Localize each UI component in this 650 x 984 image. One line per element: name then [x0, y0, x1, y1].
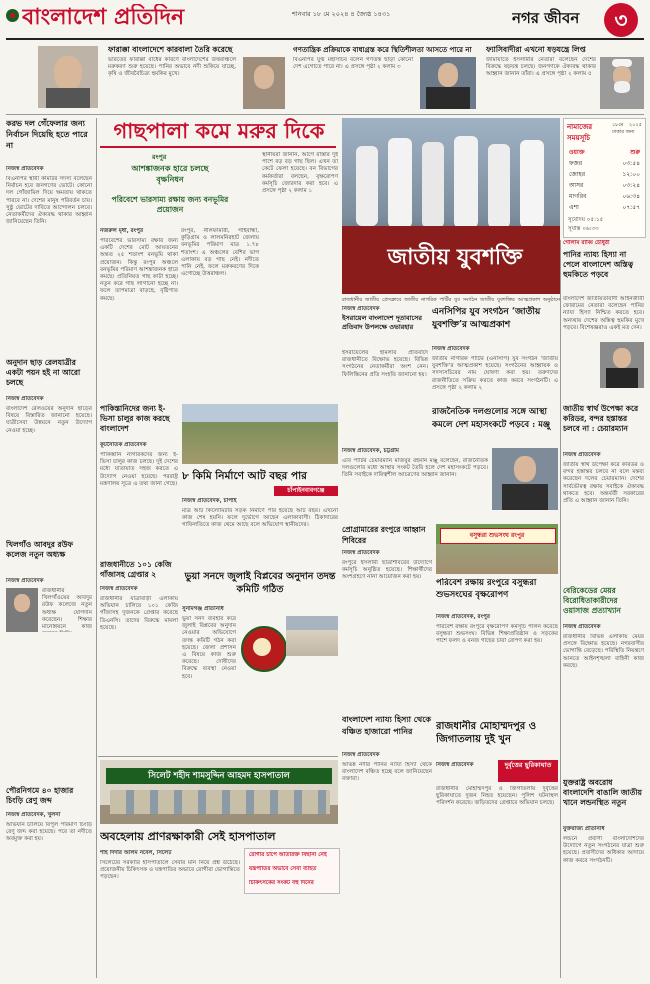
khilgaon-body: রাজধানীর খিলগাঁওয়ের আবদুর রউফ কলেজে নতুন অধ্যক্ষ যোগদান করেছেন। শিক্ষার মানোন্নয়নে কাজ: [42, 588, 92, 631]
road-byline: নিজস্ব প্রতিবেদক, চাঁপাই: [182, 498, 237, 504]
prayer-row: [568, 191, 641, 202]
hospital-bullet: রোগীর চাপে অতিরিক্ত বিছানা নেই: [249, 852, 327, 858]
politician-photo: [420, 57, 476, 109]
fascist-headline: ফ্যাসিবাদীরা এখনো ষড়যন্ত্রে লিপ্ত: [486, 45, 586, 54]
uk-body: লন্ডনে প্রবাসী বাংলাদেশিদের উদ্যোগে নতুন সংগঠনের যাত্রা শুরু হয়েছে। প্রবাসীদের অধিকার আদায়ে কাজ করবে সংগঠনটি।: [563, 836, 644, 864]
youth-body: জাতীয় নাগরিক পার্টির (এনসিপি) যুব সংগঠন ‘জাতীয় যুবশক্তি’র আত্মপ্রকাশ হয়েছে। সংগঠনের আহ্বায়ক ও সদস্যসচিবের নাম ঘোষণা করা হয়। তরুণদের রাজনীতিতে সক্রিয় করতে কাজ করবে সংগঠনটি। এ প্রসঙ্গে পৃষ্ঠা ২ কলাম ২: [432, 356, 558, 391]
hospital-sign: সিলেট শহীদ শামসুদ্দিন আহমদ হাসপাতাল: [148, 771, 290, 781]
murder-body: রাজধানীর মোহাম্মদপুর ও জিগাতলায় দুর্বৃত্তের ছুরিকাঘাতে দুজন নিহত হয়েছেন। পুলিশ ঘটনাস্থল পরিদর্শন করেছে। জড়িতদের গ্রেপ্তারে অভিযান চলছে।: [436, 786, 558, 807]
youth-byline: নিজস্ব প্রতিবেদক: [432, 346, 470, 352]
prayer-time: ০৭:৫৭: [622, 204, 640, 211]
prayer-row: [568, 202, 641, 213]
ablative-body: রাজধানীর বিভিন্ন এলাকায় মেয়র প্রসঙ্গে বিক্ষোভ হয়েছে। নগরবাসীর ভোগান্তি বেড়েছে। পরিস্থিতি নিয়ন্ত্রণে আনতে আইনশৃঙ্খলা বাহিনী কাজ করছে।: [563, 634, 644, 669]
page-number: ৩: [614, 8, 628, 32]
israel-body: ইসরায়েলের হামলার প্রতিবাদে রাজধানীতে বিক্ষোভ হয়েছে। বিভিন্ন সংগঠনের নেতাকর্মীরা অংশ নেন। ফিলিস্তিনের প্রতি সংহতি জানানো হয়।: [342, 350, 428, 378]
water-byline: নিজস্ব প্রতিবেদক: [342, 752, 380, 758]
main-col-1: পরিবেশের ভারসাম্য রক্ষার জন্য একটি দেশের মোট আয়তনের অন্তত ২৫ শতাংশ বনভূমি থাকা প্রয়োজন। কিন্তু রংপুর অঞ্চলে বনভূমির পরিমাণ আশঙ্কাজনক হারে কমছে। প্রতিনিয়ত গাছ কাটা হচ্ছে। নতুন করে গাছ লাগানো হচ্ছে না। ফলে তাপমাত্রা বাড়ছে, বৃষ্টিপাত কমছে।: [100, 238, 178, 302]
right-column-rule: [560, 240, 561, 978]
water-body: অভিন্ন নদীর পানির ন্যায্য হিস্যা থেকে বাংলাদেশ বঞ্চিত হচ্ছে বলে জানিয়েছেন বক্তারা।: [342, 762, 432, 783]
tree-plant-banner: বসুন্ধরা শুভসংঘ রংপুর: [469, 532, 525, 539]
politics-body: এবি পার্টির চেয়ারম্যান মজিবুর রহমান মঞ্জু বলেছেন, রাজনৈতিক দলগুলোর মধ্যে আস্থার সংকট তৈরি হলে দেশ মহাসংকটে পড়বে। তিনি সবাইকে দায়িত্বশীল আচরণের আহ্বান জানান।: [342, 458, 488, 479]
road-tag: চাঁপাইনবাবগঞ্জে: [274, 486, 338, 496]
masthead-date: শনিবার ১৮ মে ২০২৪ ৪ জ্যৈষ্ঠ ১৪৩১: [292, 11, 391, 18]
office-building-photo: [286, 616, 338, 656]
section-title: নগর জীবন: [512, 9, 580, 27]
manju-photo: [492, 448, 558, 510]
top-strip-divider: [6, 114, 644, 115]
main-headline-underline: [100, 146, 336, 148]
kurund-byline: নিজস্ব প্রতিবেদক: [6, 166, 44, 172]
prayer-name: ফজর: [569, 160, 583, 167]
hospital-body-cont: [244, 896, 338, 978]
fake-cert-body-cont: [241, 672, 338, 752]
wasa-body: অভিযান চালিয়ে বিপুল পরিমাণ চিংড়ি রেণু জব্দ করা হয়েছে। পরে তা নদীতে অবমুক্ত করা হয়।: [6, 822, 92, 843]
main-byline: নজরুল মৃধা, রংপুর: [100, 228, 144, 234]
hospital-body: সিলেটের সরকারি হাসপাতালে সেবার মান নিয়ে প্রশ্ন উঠেছে। প্রয়োজনীয় চিকিৎসক ও যন্ত্রপাতির অভাবে রোগীরা ভোগান্তিতে পড়ছেন।: [100, 860, 240, 881]
prayer-time: ০৬:৩৪: [622, 193, 640, 200]
rajuk-byline: নিজস্ব প্রতিবেদক: [100, 586, 138, 592]
politics-headline: রাজনৈতিক দলগুলোর সঙ্গে আস্থা কমলে দেশ মহাসংকটে পড়বে : মঞ্জু: [432, 407, 551, 430]
prayer-row: [568, 180, 641, 191]
camp-headline: প্রোগ্রামারের রংপুরে আহ্বান শিবিরের: [342, 525, 426, 545]
fascist-body: জামায়াতে ইসলামীর নেতারা বলেছেন দেশের বিরুদ্ধে ষড়যন্ত্র চলছে। জনগণকে ঐক্যবদ্ধ থাকার আহ্বান জানান তাঁরা। এ প্রসঙ্গে পৃষ্ঠা ২ কলাম ৫: [486, 57, 596, 78]
main-subhead-2: পরিবেশে ভারসাম্য রক্ষায় জন্য বনভূমির প্রয়োজন: [111, 195, 229, 214]
tree-plant-headline: পরিবেশ রক্ষায় রংপুরে বসুন্ধরা শুভসংঘের বৃক্ষরোপণ: [436, 578, 537, 600]
prayer-name: জোহর: [569, 171, 585, 178]
main-headline: গাছপালা কমে মরুর দিকে: [113, 118, 325, 143]
woman-portrait-photo: [243, 57, 285, 109]
farakka-headline: ফারাক্কা বাংলাদেশে কারবালা তৈরি করেছে: [108, 45, 233, 54]
youth-headline: এনসিপির যুব সংগঠন ‘জাতীয় যুবশক্তি’র আত্মপ্রকাশ: [432, 307, 541, 330]
mid-left-divider: [98, 756, 338, 757]
pakistan-byline: কূটনৈতিক প্রতিবেদক: [100, 442, 147, 448]
murder-tag: দুর্বৃত্তের ছুরিকাঘাত: [498, 760, 558, 782]
politics-byline: নিজস্ব প্রতিবেদক, চট্টগ্রাম: [342, 448, 400, 454]
pakistan-headline: পাকিস্তানিদের জন্য ই-ভিসা চালুর কাজ করছে বাংলাদেশ: [100, 404, 170, 433]
kurund-headline: করভ দল গেঁফেলার জন্য নির্বাচন দিয়েছি হতে পারে না: [6, 118, 88, 150]
fake-cert-body: ভুয়া সনদ ব্যবহার করে জুলাই বিপ্লবের অনুদান নেওয়ার অভিযোগে তদন্ত কমিটি গঠন করা হয়েছে। জেলা প্রশাসন এ বিষয়ে কাজ শুরু করেছে। দোষীদের বিরুদ্ধে ব্যবস্থা নেওয়া হবে।: [182, 616, 236, 680]
prayer-name: মাগরিব: [569, 193, 587, 200]
cleric-photo: [600, 57, 644, 109]
main-region: রংপুর: [152, 153, 167, 161]
ablative-headline: বেরিকেডের মেয়র বিরোধিতাকারীদের ওয়াসাজ প্রত্যাখ্যান: [563, 586, 621, 615]
prayer-table: [568, 147, 641, 213]
fake-cert-byline: সুনামগঞ্জ প্রতিনিধি: [182, 606, 224, 612]
youth-banner: জাতীয় যুবশক্তি: [387, 244, 523, 270]
field-photo: [182, 404, 338, 464]
pakistan-body: পাকিস্তানি নাগরিকদের জন্য ই-ভিসা চালুর কাজ চলছে। দুই দেশের মধ্যে যাতায়াত সহজ করতে এ উদ্যোগ নেওয়া হয়েছে। পররাষ্ট্র মন্ত্রণালয় সূত্রে এ তথ্য জানা গেছে।: [100, 452, 178, 487]
khilgaon-body-cont: [6, 636, 92, 784]
israel-headline: ইসরায়েল বাংলাদেশ দূতাবাসের প্রতিবাদ উপলক্ষে ওভারহার: [342, 314, 423, 331]
democracy-headline: গণতান্ত্রিক প্রক্রিয়াকে বাধাগ্রস্ত করে স্থিতিশীলতা আসতে পারে না: [293, 45, 472, 54]
masthead-name: বাংলাদেশ প্রতিদিন: [22, 4, 185, 30]
camp-byline: নিজস্ব প্রতিবেদক: [342, 550, 380, 556]
prayer-times-box: [563, 118, 646, 238]
democracy-body: বিএনপির যুগ্ম মহাসচিব বলেন গণতন্ত্র ছাড়া কোনো দেশ এগোতে পারে না। এ প্রসঙ্গে পৃষ্ঠা ২ কলাম ৩: [293, 57, 413, 71]
main-subhead-1: আশঙ্কাজনক হারে চলছে বৃক্ষনিধন: [131, 163, 209, 184]
prayer-note: ১৮মে ২০২৫ ঢাকার জন্য: [612, 122, 642, 135]
prayer-time: ১২:০০: [622, 171, 640, 178]
hospital-bullet: যন্ত্রপাতির অভাবে সেবা ব্যাহত: [249, 866, 317, 872]
hospital-headline: অবহেলায় প্রাণরক্ষাকারী সেই হাসপাতাল: [100, 830, 276, 843]
farakka-body: ভারতের ফারাক্কা বাঁধের কারণে বাংলাদেশের উত্তরাঞ্চলে মরুকরণ শুরু হয়েছে। পানির অভাবে নদী শুকিয়ে যাচ্ছে, কৃষি ও জীববৈচিত্র্য হুমকির মুখে।: [108, 57, 236, 78]
uk-byline: যুক্তরাজ্য প্রতিনিধি: [563, 826, 605, 832]
seal-inner-icon: [253, 638, 271, 656]
prayer-name: এশা: [569, 204, 579, 211]
murder-headline: রাজধানীর মোহাম্মদপুর ও জিগাতলায় দুই খুন: [436, 721, 537, 745]
hospital-bullet: চিকিৎসকের সংকট বহু দিনের: [249, 880, 314, 886]
tree-plant-byline: নিজস্ব প্রতিবেদক, রংপুর: [436, 614, 490, 620]
youth-photo-caption: রাজধানীর জাতীয় প্রেসক্লাবে জাতীয় নাগরিক পার্টির যুব সংগঠন জাতীয় যুবশক্তির আত্মপ্রকাশ অনুষ্ঠানে: [342, 297, 560, 303]
water-right-headline: পানির ন্যায্য হিস্যা না পেলে বাংলাদেশ অস্তিত্ব হুমকিতে পড়বে: [563, 250, 634, 279]
prayer-header-name: ওয়াক্ত: [569, 149, 585, 156]
portrait-photo: [38, 46, 98, 108]
prayer-row: [568, 158, 641, 169]
water-right-body-cont: [563, 342, 597, 402]
prayer-time: ০৩:২৪: [622, 182, 640, 189]
prayer-title: নামাজের সময়সূচি: [567, 122, 593, 142]
israel-byline: নিজস্ব প্রতিবেদক: [342, 306, 380, 312]
hospital-bullet-box: [244, 848, 340, 894]
jatiya-body: জাতীয় স্বার্থ উপেক্ষা করে করিডর ও বন্দর হস্তান্তর চলবে না বলে মন্তব্য করেছেন দলের চেয়ারম্যান। দেশের সার্বভৌমত্ব রক্ষায় সবাইকে ঐক্যবদ্ধ থাকতে হবে। অন্তর্বর্তী সরকারের প্রতি এ আহ্বান জানান তিনি।: [563, 462, 644, 505]
road-headline: ৮ কিমি নির্মাণে আট বছর পার: [182, 470, 307, 482]
wasa-headline: পৌরনিগমে ৪০ হাজার চিংড়ি রেণু জব্দ: [6, 786, 74, 805]
prayer-header-time: শুরু: [630, 149, 640, 156]
water-right-byline: গোলাম রাব্বি চৌধুরী: [563, 240, 610, 246]
anudan-byline: নিজস্ব প্রতিবেদক: [6, 396, 44, 402]
prayer-row: [568, 169, 641, 180]
water-right-body: বাংলাদেশ জাতীয়তাবাদী আইনজীবী ফোরামের নেতারা বলেছেন পানির ন্যায্য হিস্যা নিশ্চিত করতে হবে। অন্যথায় দেশের অস্তিত্ব হুমকির মুখে পড়বে। বিশেষজ্ঞরাও একই মত দেন।: [563, 296, 644, 331]
lawyer-photo: [600, 342, 644, 388]
ablative-byline: নিজস্ব প্রতিবেদক: [563, 624, 601, 630]
rajuk-headline: রাজধানীতে ১০১ কেজি গাঁজাসহ গ্রেপ্তার ২: [100, 560, 172, 579]
anudan-body: বাংলাদেশ রেলওয়ের অনুদান ছাড়ের বিষয়ে বিস্তারিত জানানো হয়েছে। যাত্রীসেবা উন্নয়নে নতুন উদ্যোগ নেওয়া হচ্ছে।: [6, 406, 92, 434]
khilgaon-byline: নিজস্ব প্রতিবেদক: [6, 578, 44, 584]
sunset-time: সূর্যাস্ত ০৬:৩৩: [568, 226, 599, 232]
khilgaon-headline: খিলগাঁও আবদুর রউফ কলেজ নতুন অধ্যক্ষ: [6, 540, 73, 559]
jatiya-headline: জাতীয় স্বার্থ উপেক্ষা করে করিডর, বন্দর হস্তান্তর চলবে না : চেয়ারম্যান: [563, 404, 639, 433]
prayer-time: ০৩:৫৪: [622, 160, 640, 167]
road-body: মাত্র আট কিলোমিটার সড়ক নির্মাণে পার হয়েছে আট বছর। এখনো কাজ শেষ হয়নি। ফলে দুর্ভোগে আছেন এলাকাবাসী। ঠিকাদারের গাফিলতিতে কাজ থেমে আছে বলে অভিযোগ স্থানীয়দের।: [182, 508, 338, 529]
hospital-byline: শাহ দিদার আলম নবেল, সিলেট: [100, 850, 172, 856]
camp-body: রংপুরে ইসলামী ছাত্রশিবিরের উদ্যোগে কর্মসূচি অনুষ্ঠিত হয়েছে। শিক্ষার্থীদের অংশগ্রহণে নানা আয়োজন করা হয়।: [342, 560, 432, 581]
tree-plant-body: পরিবেশ রক্ষায় রংপুরে বৃক্ষরোপণ কর্মসূচি পালন করেছে বসুন্ধরা শুভসংঘ। বিভিন্ন শিক্ষাপ্রতিষ্ঠান ও সড়কের পাশে ফলদ ও বনজ গাছের চারা রোপণ করা হয়।: [436, 624, 558, 645]
uk-headline: যুক্তরাষ্ট্র অবরোধ বাংলাদেশি বাঙালি জাতীয় খানে লন্ডনস্থিত নতুন: [563, 778, 642, 807]
fake-cert-headline: ভুয়া সনদে জুলাই বিপ্লবের অনুদান তদন্ত কমিটি গঠিত: [184, 571, 336, 595]
main-col-3: স্থানীয়রা জানান, আগে রাস্তার দুই পাশে বড় বড় গাছ ছিল। এখন তা কেটে ফেলা হয়েছে। বন বিভাগের কর্মকর্তারা বলছেন, বৃক্ষরোপণ কর্মসূচি জোরদার করা হবে। এ প্রসঙ্গে পৃষ্ঠা ২ কলাম ১: [262, 152, 338, 195]
jatiya-byline: নিজস্ব প্রতিবেদক: [563, 452, 601, 458]
principal-photo: [6, 588, 38, 632]
prayer-name: আসর: [569, 182, 584, 189]
masthead-logo-dot: [10, 13, 15, 18]
kurund-body: বিএনপির স্থায়ী কমিটির সদস্য বলেছেন নির্বাচন হবে জনগণের ভোটে। কোনো দল গোঁজামিল দিয়ে ক্ষমতায় থাকতে পারবে না। দেশের মানুষ পরিবর্তন চায়। সুষ্ঠু ভোটের দাবিতে আন্দোলন চলবে। নেতাকর্মীদের ঐক্যবদ্ধ থাকার আহ্বান জানিয়েছেন তিনি।: [6, 176, 92, 226]
wasa-byline: নিজস্ব প্রতিবেদক, খুলনা: [6, 812, 61, 818]
water-headline: বাংলাদেশ ন্যায্য হিস্যা থেকে বঞ্চিত হাজারো পানির: [342, 714, 432, 736]
main-col-2: রংপুর, নীলফামারী, গাইবান্ধা, কুড়িগ্রাম ও লালমনিরহাট জেলায় বনভূমির পরিমাণ মাত্র ১.৭৮ শতাংশ। এ অঞ্চলের বেশির ভাগ এলাকায় বড় গাছ নেই। নদীতে পানি নেই, ফলে মরুকরণের দিকে এগোচ্ছে উত্তরাঞ্চল।: [181, 228, 259, 278]
murder-byline: নিজস্ব প্রতিবেদক: [436, 762, 474, 768]
rajuk-body: রাজধানীর যাত্রাবাড়ী এলাকায় অভিযান চালিয়ে ১০১ কেজি গাঁজাসহ দুজনকে গ্রেপ্তার করেছে ডিএনসি। তাদের বিরুদ্ধে মামলা হয়েছে।: [100, 596, 178, 631]
anudan-headline: অনুদান ছাড় রেলযাত্রীর একটা পয়ন হই না আরো চলছে: [6, 358, 81, 387]
masthead-divider: [6, 38, 644, 40]
left-column-rule: [96, 118, 97, 978]
sunrise-time: সূর্যোদয় ০৫:১৫: [568, 217, 604, 223]
